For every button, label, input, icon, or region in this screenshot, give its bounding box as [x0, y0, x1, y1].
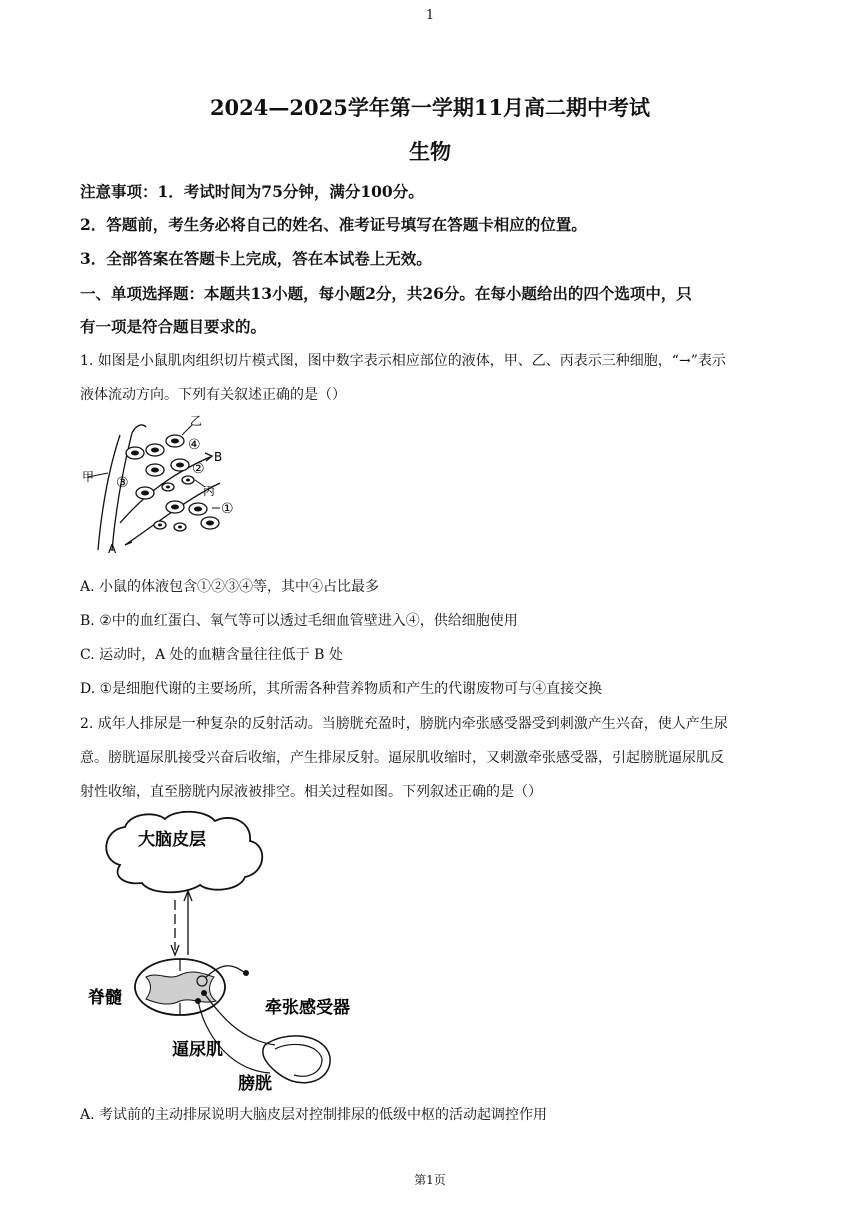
q2-stem-line2: 意。膀胱逼尿肌接受兴奋后收缩，产生排尿反射。逼尿肌收缩时，又刺激牵张感受器，引起膀胱逼尿肌反	[80, 750, 724, 766]
exam-title: 2024—2025学年第一学期11月高二期中考试	[209, 95, 651, 120]
q1-label-b: B	[214, 450, 223, 464]
q2-label-receptor: 牵张感受器	[265, 998, 350, 1018]
notice-2: 2．答题前，考生务必将自己的姓名、准考证号填写在答题卡相应的位置。	[80, 215, 587, 234]
q1-label-3: ③	[116, 475, 129, 491]
q1-label-yi: 乙	[190, 414, 203, 428]
q2-option-a: A. 考试前的主动排尿说明大脑皮层对控制排尿的低级中枢的活动起调控作用	[80, 1107, 548, 1123]
notice-3: 3．全部答案在答题卡上完成，答在本试卷上无效。	[80, 249, 432, 268]
q2-stem-line1: 2. 成年人排尿是一种复杂的反射活动。当膀胱充盈时，膀胱内牵张感受器受到刺激产生兴奋，使人产生尿	[80, 716, 728, 732]
section-heading-line2: 有一项是符合题目要求的。	[80, 317, 267, 336]
notice-1: 注意事项：1．考试时间为75分钟，满分100分。	[80, 182, 424, 201]
q1-label-2: ②	[192, 461, 205, 477]
footer-page-label: 第1页	[414, 1173, 446, 1187]
q2-label-bladder: 膀胱	[238, 1074, 272, 1094]
q1-option-d: D. ①是细胞代谢的主要场所，其所需各种营养物质和产生的代谢废物可与④直接交换	[80, 681, 603, 697]
q2-label-brain: 大脑皮层	[138, 830, 206, 850]
q1-label-bing: 丙	[203, 484, 216, 498]
q2-label-spinal: 脊髓	[88, 988, 122, 1008]
section-heading-line1: 一、单项选择题：本题共13小题，每小题2分，共26分。在每小题给出的四个选项中，只	[80, 284, 692, 303]
header-page-number: 1	[425, 8, 435, 23]
q1-stem-line2: 液体流动方向。下列有关叙述正确的是（）	[80, 387, 346, 403]
q1-label-a: A	[108, 542, 117, 556]
q1-label-4: ④	[188, 437, 201, 453]
q1-label-1: ①	[221, 501, 234, 517]
q1-option-a: A. 小鼠的体液包含①②③④等，其中④占比最多	[80, 579, 380, 595]
q1-label-jia: 甲	[82, 470, 95, 484]
q2-reflex-figure	[80, 805, 370, 1095]
q1-option-c: C. 运动时，A 处的血糖含量往往低于 B 处	[80, 647, 343, 663]
q2-label-detrusor: 逼尿肌	[172, 1040, 223, 1060]
q1-option-b: B. ②中的血红蛋白、氧气等可以透过毛细血管壁进入④，供给细胞使用	[80, 613, 518, 629]
exam-subject: 生物	[409, 139, 451, 164]
q2-stem-line3: 射性收缩，直至膀胱内尿液被排空。相关过程如图。下列叙述正确的是（）	[80, 784, 542, 800]
q1-tissue-figure	[80, 405, 250, 560]
q1-stem-line1: 1. 如图是小鼠肌肉组织切片模式图，图中数字表示相应部位的液体，甲、乙、丙表示三种细胞，“→”表示	[80, 353, 726, 369]
